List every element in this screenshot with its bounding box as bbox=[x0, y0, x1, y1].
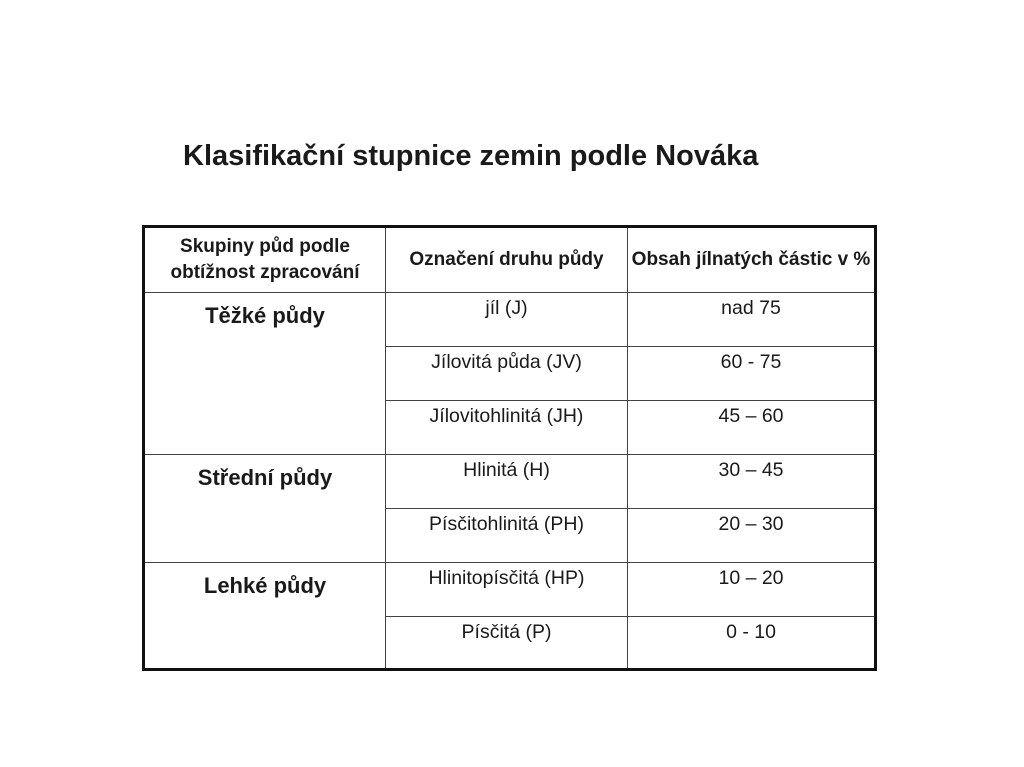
clay-content-cell: nad 75 bbox=[628, 293, 876, 347]
soil-type-cell: jíl (J) bbox=[386, 293, 628, 347]
group-heavy-soils: Těžké půdy bbox=[144, 293, 386, 455]
clay-content-cell: 45 – 60 bbox=[628, 401, 876, 455]
soil-classification-table bbox=[142, 225, 877, 671]
header-clay-content: Obsah jílnatých částic v % bbox=[628, 227, 876, 293]
table-row bbox=[144, 293, 876, 347]
soil-type-cell: Písčitá (P) bbox=[386, 617, 628, 670]
clay-content-cell: 20 – 30 bbox=[628, 509, 876, 563]
soil-type-cell: Jílovitohlinitá (JH) bbox=[386, 401, 628, 455]
clay-content-cell: 10 – 20 bbox=[628, 563, 876, 617]
soil-type-cell: Jílovitá půda (JV) bbox=[386, 347, 628, 401]
header-soil-group: Skupiny půd podle obtížnost zpracování bbox=[144, 227, 386, 293]
group-light-soils: Lehké půdy bbox=[144, 563, 386, 670]
soil-type-cell: Hlinitá (H) bbox=[386, 455, 628, 509]
header-soil-type: Označení druhu půdy bbox=[386, 227, 628, 293]
clay-content-cell: 30 – 45 bbox=[628, 455, 876, 509]
clay-content-cell: 60 - 75 bbox=[628, 347, 876, 401]
table-header-row bbox=[144, 227, 876, 293]
soil-type-cell: Písčitohlinitá (PH) bbox=[386, 509, 628, 563]
page-title: Klasifikační stupnice zemin podle Nováka bbox=[183, 140, 759, 172]
group-medium-soils: Střední půdy bbox=[144, 455, 386, 563]
soil-type-cell: Hlinitopísčitá (HP) bbox=[386, 563, 628, 617]
table-row bbox=[144, 563, 876, 617]
clay-content-cell: 0 - 10 bbox=[628, 617, 876, 670]
table-row bbox=[144, 455, 876, 509]
